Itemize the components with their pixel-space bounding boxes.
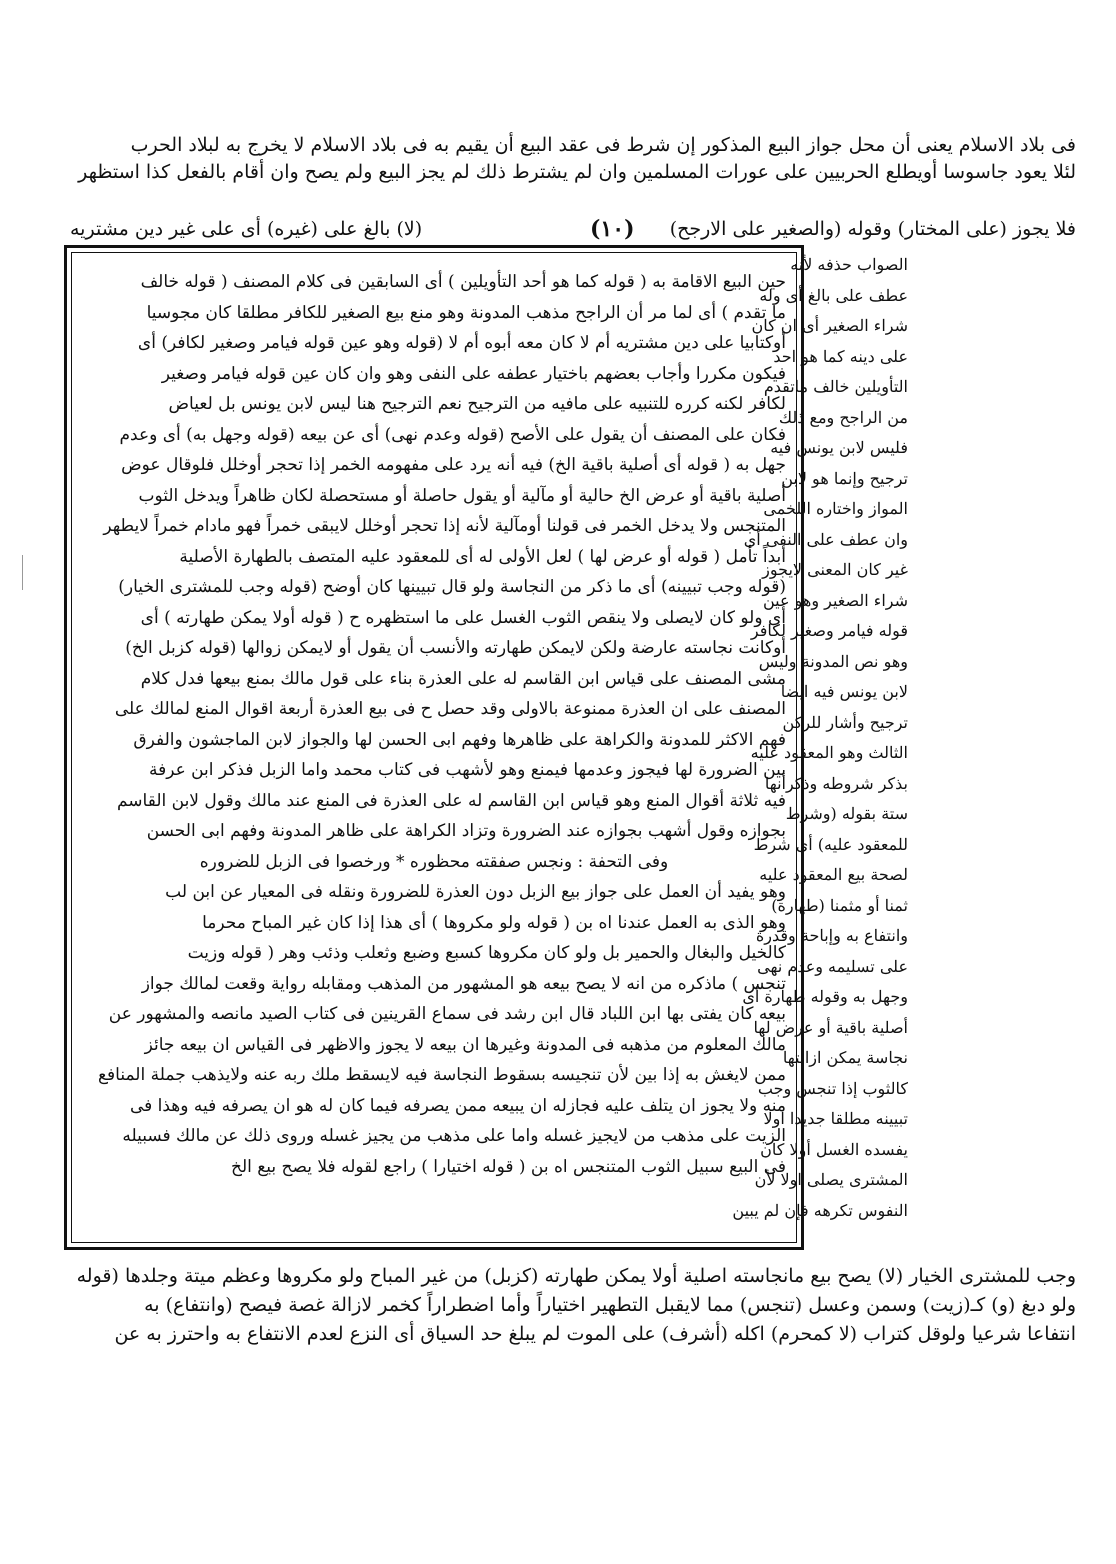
- commentary-line: المتنجس ولا يدخل الخمر فى قولنا أومآلية لأنه إذا تحجر أوخلل لايبقى خمراً فهو مادام خمراً لايطهر: [103, 516, 786, 536]
- commentary-line: أصلية باقية أو عرض الخ حالية أو مآلية أو يقول حاصلة أو مستحصلة لكان ظاهراً ويدخل الثوب: [138, 485, 786, 506]
- margin-line: ترجيح وأشار للركن: [782, 712, 908, 732]
- margin-line: على تسليمه وعدم نهى: [757, 956, 908, 976]
- commentary-line: حين البيع الاقامة به ( قوله كما هو أحد التأويلين ) أى السابقين فى كلام المصنف ( قوله خالف: [140, 272, 786, 292]
- commentary-line: لكافر لكنه كرره للتنبيه على مافيه من الترجيح نعم الترجيح هنا ليس لابن يونس بل لعياض: [168, 394, 786, 414]
- commentary-line: تنجس ) ماذكره من انه لا يصح بيعه هو المشهور من المذهب ومقابله رواية وقعت لمالك جواز: [141, 973, 786, 994]
- main-text-line: وجب للمشترى الخيار (لا) يصح بيع مانجاسته اصلية أولا يمكن طهارته (كزبل) من غير المباح ولو مكروها وعظم ميتة وجلدها (قوله: [76, 1265, 1076, 1287]
- commentary-box-inner-frame: [71, 252, 797, 1243]
- margin-line: الثالث وهو المعقود عليه: [750, 743, 908, 762]
- margin-line: الصواب حذفه لأنه: [790, 255, 908, 274]
- commentary-line: ما تقدم ) أى لما مر أن الراجح مذهب المدونة وهو منع بيع الصغير للكافر مطلقا كان مجوسيا: [146, 302, 786, 323]
- margin-line: بذكر شروطه وذكرأنها: [764, 773, 908, 793]
- commentary-line: جهل به ( قوله أى أصلية باقية الخ) فيه أنه يرد على مفهومه الخمر إذا تحجر أوخلل فلوقال عوض: [121, 455, 786, 475]
- commentary-line: بيعه كان يفتى بها ابن اللباد قال ابن رشد فى سماع القرينين فى كتاب الصيد مانصه والمشهور عن: [108, 1004, 786, 1024]
- commentary-box: [64, 245, 804, 1250]
- commentary-line: مشى المصنف على قياس ابن القاسم له على العذرة بناء على قول مالك بمنع بيعها فدل كلام: [140, 668, 786, 689]
- margin-line: يفسده الغسل أولا كان: [760, 1139, 908, 1159]
- margin-line: ستة بقوله (وشرط: [785, 804, 908, 823]
- commentary-line: أوكتابيا على دين مشتريه أم لا كان معه أبوه أم لا (قوله وهو عين قوله فيامر وصغير لكافر) أى: [137, 333, 786, 353]
- main-text-line: لئلا يعود جاسوسا أويطلع الحربيين على عورات المسلمين وان لم يشترط ذلك لم يجز البيع ولم يصح وان أقام بالفعل كذا استظهر: [78, 161, 1076, 183]
- margin-line: عطف على بالغ أى وله: [759, 285, 908, 305]
- commentary-line: فى البيع سبيل الثوب المتنجس اه بن ( قوله اختيارا ) راجع لقوله فلا يصح بيع الخ: [230, 1156, 786, 1177]
- commentary-line: أى ولو كان لايصلى ولا ينقص الثوب الغسل على ما استظهره ح ( قوله أولا يمكن طهارته ) أى: [140, 607, 786, 628]
- margin-line: وان عطف على النفى أى: [743, 529, 908, 549]
- margin-line: أصلية باقية أو عرض لها: [753, 1017, 908, 1037]
- commentary-line: أبداً تأمل ( قوله أو عرض لها ) لعل الأولى له أى للمعقود عليه المتصف بالطهارة الأصلية: [179, 546, 786, 567]
- main-text-top: [70, 132, 1076, 186]
- header-left-text: (لا) بالغ على (غيره) أى على غير دين مشتريه: [70, 218, 423, 240]
- page-number: (١٠): [590, 216, 635, 242]
- margin-commentary: [732, 250, 908, 1226]
- main-text-line: فى بلاد الاسلام يعنى أن محل جواز البيع المذكور إن شرط فى عقد البيع أن يقيم به فى بلاد الاسلام لا يخرج به لبلاد الحرب: [130, 134, 1076, 156]
- margin-line: للمعقود عليه) أى شرط: [753, 834, 908, 854]
- margin-line: شراء الصغير أى ان كان: [751, 316, 908, 335]
- commentary-text: [82, 267, 786, 1182]
- commentary-line: مالك المعلوم من مذهبه فى المدونة وغيرها ان بيعه لا يجوز والاظهر فى القياس ان بيعه جائز: [144, 1034, 786, 1055]
- commentary-line: فكان على المصنف أن يقول على الأصح (قوله وعدم نهى) أى عن بيعه (قوله وجهل به) أى وعدم: [119, 424, 786, 445]
- main-text-line: انتفاعا شرعيا ولوقل كتراب (لا كمحرم) اكله (أشرف) على الموت لم يبلغ حد السياق أى النزع لعدم الانتفاع به واحترز به عن: [114, 1323, 1076, 1345]
- running-header: [70, 214, 1076, 244]
- header-right-text: فلا يجوز (على المختار) وقوله (والصغير على الارجح): [669, 218, 1076, 240]
- margin-line: تبيينه مطلقا جديدا اولا: [763, 1109, 908, 1128]
- margin-line: المواز واختاره اللخمى: [763, 499, 908, 518]
- margin-line: وهو نص المدونة وليس: [758, 651, 908, 671]
- verse-line: وفى التحفة : ونجس صفقته محظوره * ورخصوا فى الزبل للضروره: [199, 851, 669, 872]
- commentary-line: المصنف على ان العذرة ممنوعة بالاولى وقد حصل ح فى بيع العذرة أربعة اقوال المنع لمالك على: [114, 699, 786, 719]
- margin-line: لابن يونس فيه ايضا: [780, 682, 908, 701]
- margin-line: نجاسة يمكن ازالتها: [782, 1048, 908, 1067]
- margin-line: النفوس تكرهه فإن لم يبين: [732, 1200, 908, 1220]
- margin-line: كالثوب إذا تنجس وجب: [757, 1078, 908, 1098]
- margin-line: ترجيح وإنما هو لابن: [781, 468, 908, 488]
- margin-line: ثمنا أو مثمنا (طهارة): [771, 895, 908, 915]
- commentary-line: وهو يفيد أن العمل على جواز بيع الزبل دون العذرة للضرورة ونقله فى المعيار عن ابن لب: [165, 882, 786, 902]
- margin-line: التأويلين خالف ماتقدم: [763, 377, 908, 396]
- margin-line: وانتفاع به وإباحة وقدرة: [755, 926, 908, 945]
- commentary-line: فيكون مكررا وأجاب بعضهم باختيار عطفه على النفى وهو وان كان عين قوله فيامر وصغير: [161, 363, 786, 384]
- commentary-line: ممن لايغش به إذا بين لأن تنجيسه بسقوط النجاسة فيه لايسقط ملك ربه عنه ولايذهب جملة المنافع: [98, 1065, 786, 1085]
- margin-line: المشترى يصلى اولا لأن: [754, 1170, 908, 1189]
- scan-mark: [22, 555, 23, 590]
- commentary-line: (قوله وجب تبيينه) أى ما ذكر من النجاسة ولو قال تبيينها كان أوضح (قوله وجب للمشترى الخيار): [118, 577, 786, 597]
- margin-line: من الراجح ومع ذلك: [778, 407, 908, 427]
- margin-line: وجهل به وقوله طهارة أى: [742, 987, 908, 1006]
- margin-line: على دينه كما هو احد: [773, 346, 908, 366]
- commentary-line: وهو الذى به العمل عندنا اه بن ( قوله ولو مكروها ) أى هذا إذا كان غير المباح محرما: [202, 912, 786, 933]
- main-text-line: ولو دبغ (و) كـ(زيت) وسمن وعسل (تنجس) مما لايقبل التطهير اختياراً وأما اضطراراً كخمر لازالة غصة فيصح (وانتفاع) به: [144, 1294, 1076, 1316]
- commentary-line: أوكانت نجاسته عارضة ولكن لايمكن طهارته والأنسب أن يقول أو لايمكن زوالها (قوله كزبل الخ): [125, 638, 786, 658]
- margin-line: قوله فيامر وصغير لكافر: [750, 621, 908, 640]
- margin-line: لصحة بيع المعقود عليه: [759, 865, 908, 884]
- commentary-line: منه ولا يجوز ان يتلف عليه فجازله ان يبيعه ممن يصرفه فيما كان له هو ان يصرفه فيه وهذا فى: [129, 1095, 786, 1116]
- commentary-line: فيه ثلاثة أقوال المنع وهو قياس ابن القاسم له على العذرة فى المنع عند مالك وقول لابن القاسم: [116, 790, 786, 811]
- margin-line: شراء الصغير وهو عين: [762, 590, 908, 610]
- margin-line: غير كان المعنى لايجوز: [762, 560, 908, 579]
- commentary-line: بين الضرورة لها فيجوز وعدمها فيمنع وهو لأشهب فى كتاب محمد واما الزبل فذكر ابن عرفة: [148, 760, 786, 780]
- commentary-line: فهم الاكثر للمدونة والكراهة على ظاهرها وفهم ابى الحسن لها والجواز لابن الماجشون والفرق: [133, 729, 786, 750]
- main-text-bottom: [70, 1262, 1076, 1349]
- commentary-line: بجوازه وقول أشهب بجوازه عند الضرورة وتزاد الكراهة على ظاهر المدونة وفهم ابى الحسن: [146, 821, 786, 841]
- commentary-line: الزيت على مذهب من لايجيز غسله واما على مذهب من يجيز غسله وروى ذلك عن مالك فسبيله: [122, 1126, 786, 1146]
- commentary-line: كالخيل والبغال والحمير بل ولو كان مكروها كسبع وضبع وثعلب وذئب وهر ( قوله وزيت: [187, 943, 786, 963]
- margin-line: فليس لابن يونس فيه: [770, 438, 908, 457]
